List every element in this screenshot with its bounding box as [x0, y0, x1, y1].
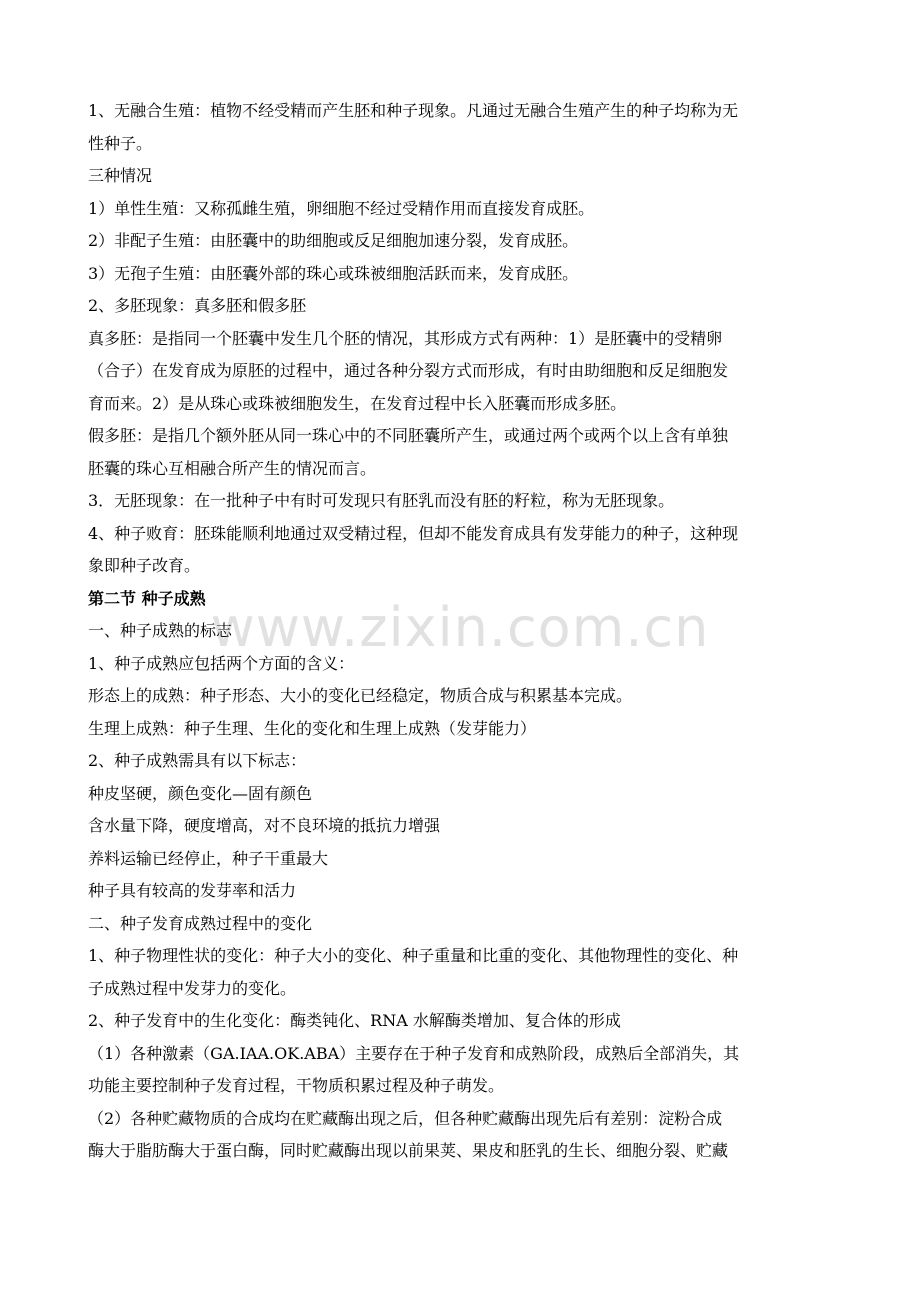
text-line: 象即种子改育。 — [88, 556, 201, 575]
text-line: 种皮坚硬，颜色变化—固有颜色 — [88, 783, 313, 803]
text-line: 3．无胚现象：在一批种子中有时可发现只有胚乳而没有胚的籽粒，称为无胚现象。 — [88, 491, 675, 510]
text-line: 胚囊的珠心互相融合所产生的情况而言。 — [88, 458, 377, 478]
text-line: 二、种子发育成熟过程中的变化 — [88, 913, 313, 933]
text-line: 2、种子成熟需具有以下标志： — [88, 751, 307, 770]
text-line: 4、种子败育：胚珠能顺利地通过双受精过程，但却不能发育成具有发芽能力的种子，这种现 — [88, 523, 739, 543]
text-line: 3）无孢子生殖：由胚囊外部的珠心或珠被细胞活跃而来，发育成胚。 — [88, 263, 579, 283]
text-line: （2）各种贮藏物质的合成均在贮藏酶出现之后，但各种贮藏酶出现先后有差别：淀粉合成 — [88, 1108, 723, 1128]
section-heading: 第二节 种子成熟 — [88, 588, 206, 608]
text-line: 2、多胚现象：真多胚和假多胚 — [88, 296, 307, 315]
text-line: 2、种子发育中的生化变化：酶类钝化、RNA 水解酶类增加、复合体的形成 — [88, 1011, 621, 1030]
text-line: 假多胚：是指几个额外胚从同一珠心中的不同胚囊所产生，或通过两个或两个以上含有单独 — [88, 426, 729, 445]
text-line: 形态上的成熟：种子形态、大小的变化已经稳定，物质合成与积累基本完成。 — [88, 686, 633, 705]
text-line: 1、种子物理性状的变化：种子大小的变化、种子重量和比重的变化、其他物理性的变化、种 — [88, 946, 739, 965]
text-line: 含水量下降，硬度增高，对不良环境的抵抗力增强 — [88, 816, 441, 835]
text-line: （1）各种激素（GA.IAA.OK.ABA）主要存在于种子发育和成熟阶段，成熟后全部消失，其 — [88, 1043, 740, 1063]
text-line: 功能主要控制种子发育过程，干物质积累过程及种子萌发。 — [88, 1076, 505, 1095]
text-line: 1、无融合生殖：植物不经受精而产生胚和种子现象。凡通过无融合生殖产生的种子均称为无 — [88, 101, 739, 120]
text-line: 一、种子成熟的标志 — [88, 621, 233, 640]
document-body — [88, 95, 833, 1168]
text-line: 性种子。 — [88, 133, 153, 153]
text-line: 2）非配子生殖：由胚囊中的助细胞或反足细胞加速分裂，发育成胚。 — [88, 231, 579, 250]
text-line: 子成熟过程中发芽力的变化。 — [88, 978, 297, 998]
text-line: 种子具有较高的发芽率和活力 — [88, 881, 297, 900]
text-line: （合子）在发育成为原胚的过程中，通过各种分裂方式而形成，有时由助细胞和反足细胞发 — [88, 361, 729, 380]
watermark: www.zixin.com.cn — [210, 596, 710, 659]
text-line: 育而来。2）是从珠心或珠被细胞发生，在发育过程中长入胚囊而形成多胚。 — [88, 393, 627, 413]
text-line: 三种情况 — [88, 166, 153, 185]
text-line: 1）单性生殖：又称孤雌生殖，卵细胞不经过受精作用而直接发育成胚。 — [88, 198, 595, 218]
text-line: 1、种子成熟应包括两个方面的含义： — [88, 653, 355, 673]
text-line: 生理上成熟：种子生理、生化的变化和生理上成熟（发芽能力） — [88, 718, 537, 738]
text-line: 真多胚：是指同一个胚囊中发生几个胚的情况，其形成方式有两种：1）是胚囊中的受精卵 — [88, 328, 723, 348]
text-line: 养料运输已经停止，种子干重最大 — [88, 848, 329, 868]
text-line: 酶大于脂肪酶大于蛋白酶，同时贮藏酶出现以前果荚、果皮和胚乳的生长、细胞分裂、贮藏 — [88, 1141, 729, 1160]
